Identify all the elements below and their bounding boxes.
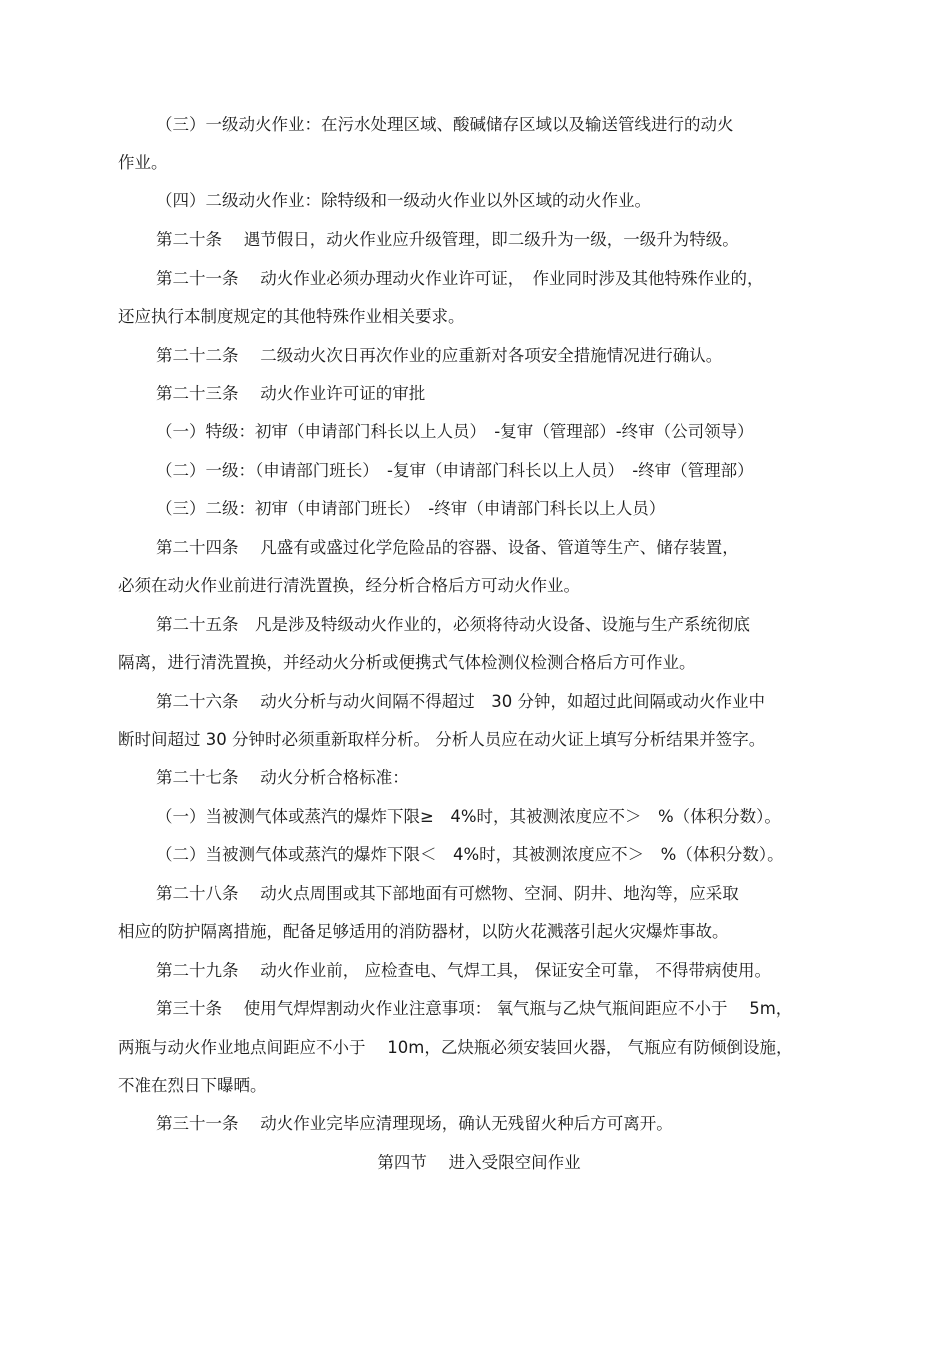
paragraph-line: （三）二级：初审（申请部门班长） -终审（申请部门科长以上人员）	[156, 499, 666, 518]
paragraph-line: 相应的防护隔离措施，配备足够适用的消防器材，以防火花溅落引起火灾爆炸事故。	[118, 922, 729, 941]
paragraph-line: 还应执行本制度规定的其他特殊作业相关要求。	[118, 307, 465, 326]
paragraph-line: （二）当被测气体或蒸汽的爆炸下限＜ 4%时，其被测浓度应不＞ %（体积分数）。	[156, 845, 784, 864]
paragraph-line: 第二十条 遇节假日，动火作业应升级管理，即二级升为一级，一级升为特级。	[156, 230, 739, 249]
paragraph-line: （一）特级：初审（申请部门科长以上人员） -复审（管理部）-终审（公司领导）	[156, 422, 754, 441]
paragraph-line: 断时间超过 30 分钟时必须重新取样分析。 分析人员应在动火证上填写分析结果并签字。	[118, 730, 766, 749]
paragraph-line: 第二十一条 动火作业必须办理动火作业许可证， 作业同时涉及其他特殊作业的，	[156, 269, 764, 288]
paragraph-line: 第二十二条 二级动火次日再次作业的应重新对各项安全措施情况进行确认。	[156, 346, 723, 365]
paragraph-line: 必须在动火作业前进行清洗置换，经分析合格后方可动火作业。	[118, 576, 580, 595]
paragraph-line: （三）一级动火作业：在污水处理区域、酸碱储存区域以及输送管线进行的动火	[156, 115, 734, 134]
paragraph-line: 第二十五条 凡是涉及特级动火作业的，必须将待动火设备、设施与生产系统彻底	[156, 615, 750, 634]
paragraph-line: 第三十一条 动火作业完毕应清理现场，确认无残留火种后方可离开。	[156, 1114, 673, 1133]
paragraph-line: 第二十三条 动火作业许可证的审批	[156, 384, 426, 403]
paragraph-line: （二）一级：（申请部门班长） -复审（申请部门科长以上人员） -终审（管理部）	[156, 461, 754, 480]
section-heading: 第四节 进入受限空间作业	[377, 1153, 581, 1172]
paragraph-line: 第二十四条 凡盛有或盛过化学危险品的容器、设备、管道等生产、储存装置，	[156, 538, 739, 557]
paragraph-line: 作业。	[118, 153, 168, 172]
paragraph-line: 第二十九条 动火作业前， 应检查电、气焊工具， 保证安全可靠， 不得带病使用。	[156, 961, 771, 980]
paragraph-line: 第二十六条 动火分析与动火间隔不得超过 30 分钟，如超过此间隔或动火作业中	[156, 692, 765, 711]
paragraph-line: （四）二级动火作业：除特级和一级动火作业以外区域的动火作业。	[156, 191, 651, 210]
paragraph-line: 不准在烈日下曝晒。	[118, 1076, 267, 1095]
paragraph-line: （一）当被测气体或蒸汽的爆炸下限≥ 4%时，其被测浓度应不＞ %（体积分数）。	[156, 807, 781, 826]
paragraph-line: 第二十八条 动火点周围或其下部地面有可燃物、空洞、阴井、地沟等，应采取	[156, 884, 739, 903]
paragraph-line: 隔离，进行清洗置换，并经动火分析或便携式气体检测仪检测合格后方可作业。	[118, 653, 696, 672]
paragraph-line: 两瓶与动火作业地点间距应不小于 10m，乙炔瓶必须安装回火器， 气瓶应有防倾倒设施，	[118, 1038, 793, 1057]
paragraph-line: 第二十七条 动火分析合格标准：	[156, 768, 409, 787]
paragraph-line: 第三十条 使用气焊焊割动火作业注意事项： 氧气瓶与乙炔气瓶间距应不小于 5m，	[156, 999, 793, 1018]
